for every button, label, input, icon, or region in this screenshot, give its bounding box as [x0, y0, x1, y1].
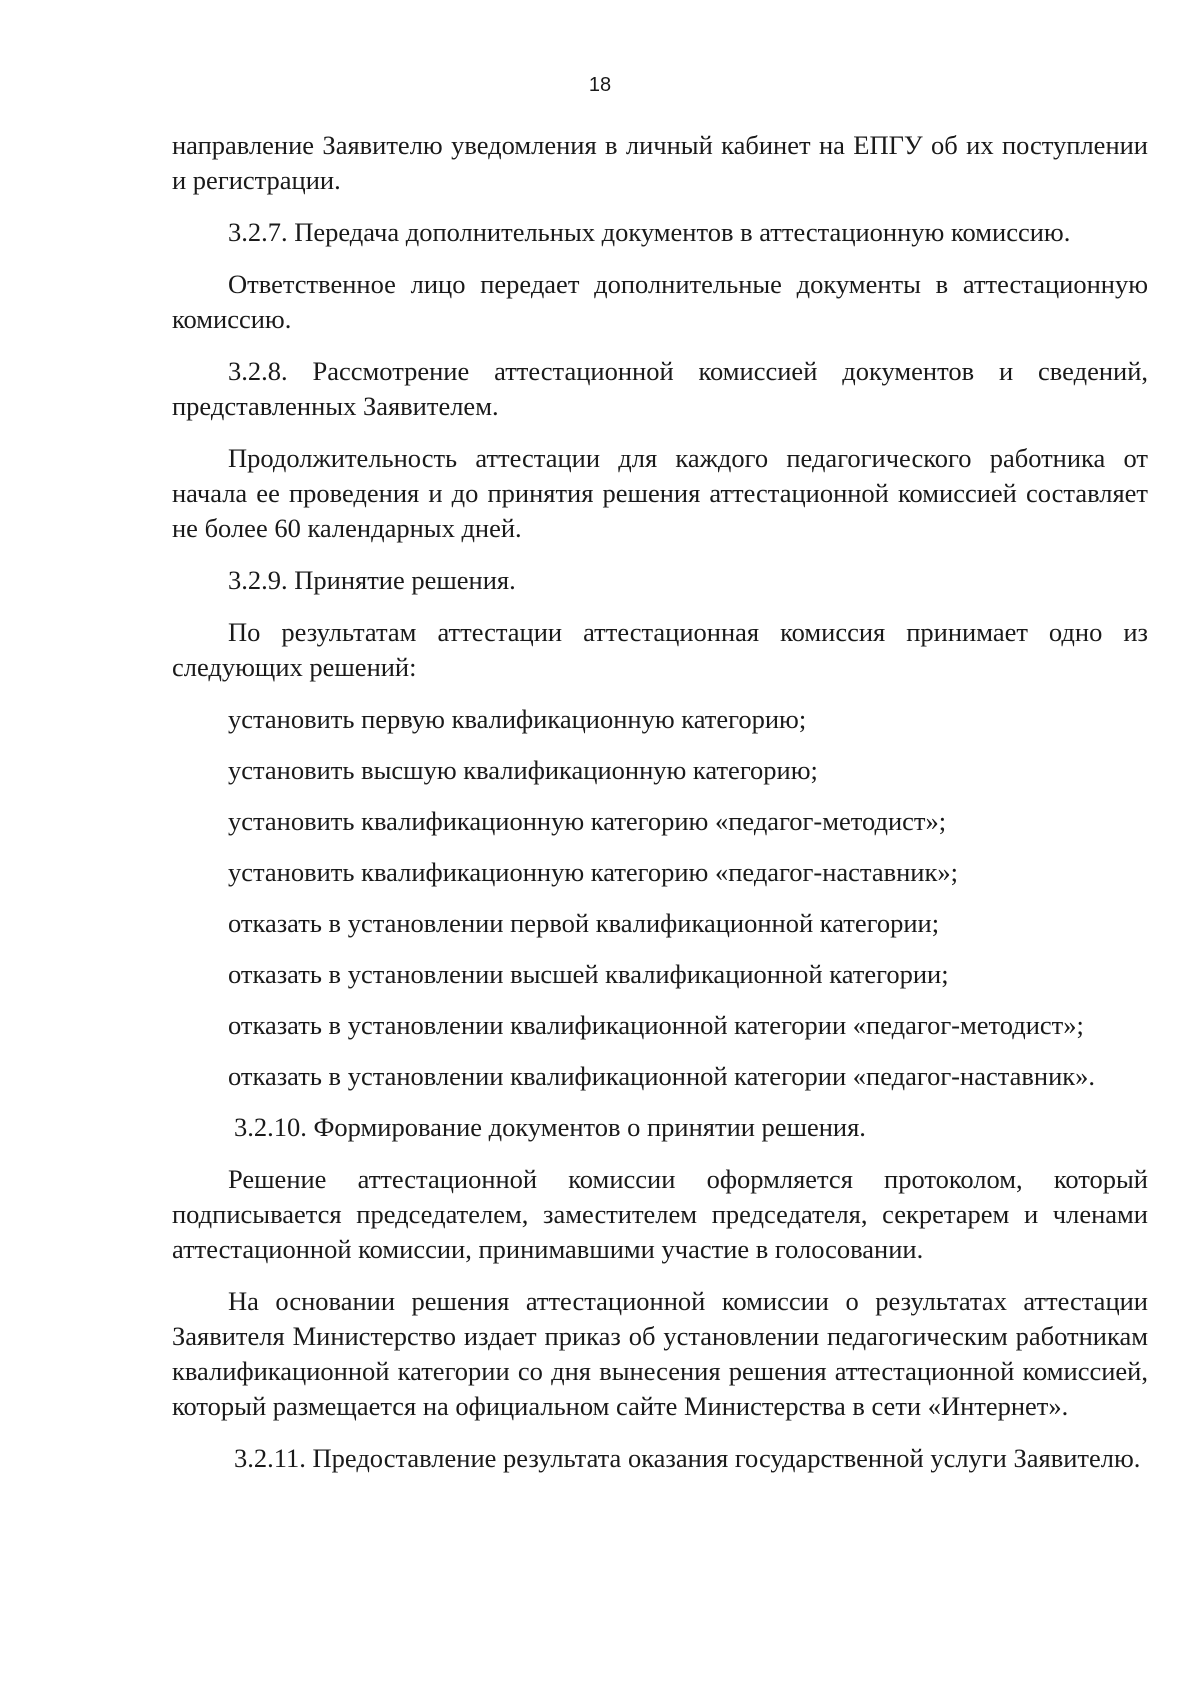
paragraph-duration: Продолжительность аттестации для каждого педагогического работника от начала ее проведения и до принятия решения аттестационной комиссией составляет не более 60 календарных дней.: [172, 443, 1148, 543]
section-3-2-10-heading: 3.2.10. Формирование документов о принятии решения.: [234, 1112, 866, 1142]
paragraph-ministry-order: На основании решения аттестационной комиссии о результатах аттестации Заявителя Министерство издает приказ об установлении педагогическим работникам квалификационной категории со дня вынесения решения аттестационной комиссией, который размещается на официальном сайте Министерства в сети «Интернет».: [172, 1286, 1148, 1421]
paragraph-notification: направление Заявителю уведомления в личный кабинет на ЕПГУ об их поступлении и регистрации.: [172, 130, 1148, 195]
section-3-2-7-heading: 3.2.7. Передача дополнительных документов в аттестационную комиссию.: [228, 217, 1071, 247]
decision-item: установить первую квалификационную категорию;: [228, 704, 807, 734]
section-3-2-8-heading: 3.2.8. Рассмотрение аттестационной комиссией документов и сведений, представленных Заявителем.: [172, 356, 1148, 421]
decision-item: отказать в установлении первой квалификационной категории;: [228, 908, 940, 938]
page-number: 18: [588, 74, 612, 96]
paragraph-responsible-person: Ответственное лицо передает дополнительные документы в аттестационную комиссию.: [172, 269, 1148, 334]
decision-item: установить высшую квалификационную категорию;: [228, 755, 818, 785]
decision-item: отказать в установлении высшей квалификационной категории;: [228, 959, 949, 989]
document-body: [172, 128, 1148, 1476]
decision-item: установить квалификационную категорию «педагог-методист»;: [228, 806, 947, 836]
paragraph-decisions-intro: По результатам аттестации аттестационная комиссия принимает одно из следующих решений:: [172, 617, 1148, 682]
section-3-2-9-heading: 3.2.9. Принятие решения.: [228, 565, 516, 595]
section-3-2-11-heading: 3.2.11. Предоставление результата оказания государственной услуги Заявителю.: [234, 1443, 1141, 1473]
decision-item: отказать в установлении квалификационной категории «педагог-наставник».: [228, 1061, 1096, 1091]
decision-item: установить квалификационную категорию «педагог-наставник»;: [228, 857, 958, 887]
decision-item: отказать в установлении квалификационной категории «педагог-методист»;: [228, 1010, 1084, 1040]
paragraph-protocol: Решение аттестационной комиссии оформляется протоколом, который подписывается председателем, заместителем председателя, секретарем и членами аттестационной комиссии, принимавшими участие в голосовании.: [172, 1164, 1148, 1264]
